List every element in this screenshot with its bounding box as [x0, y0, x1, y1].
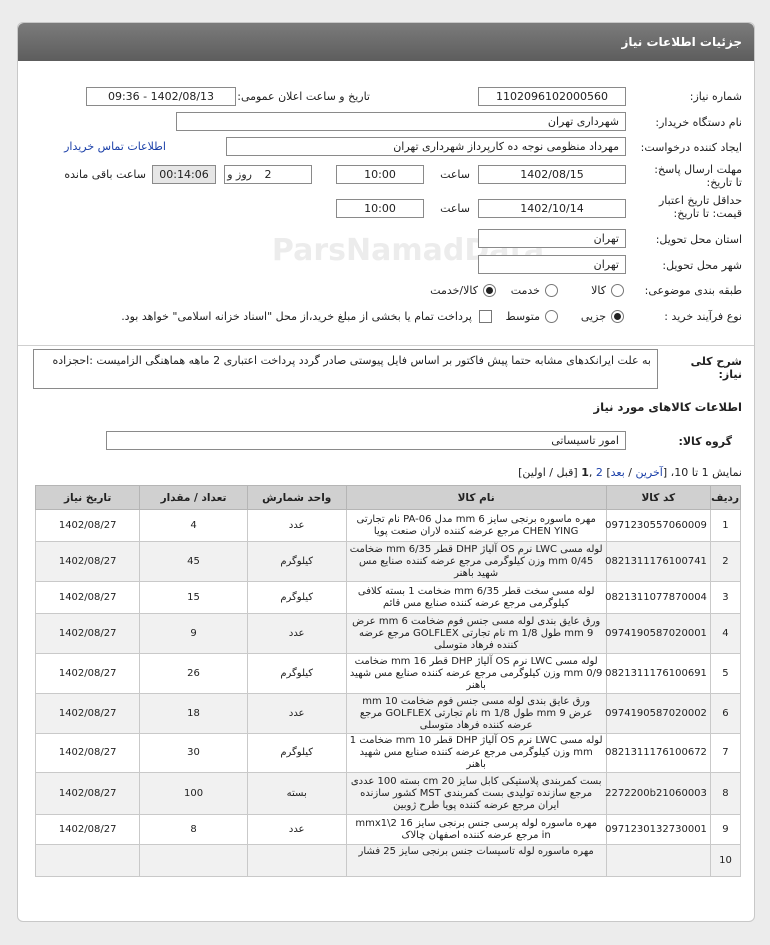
paging-next-link[interactable]: بعد [610, 466, 625, 479]
purchase-option-medium: متوسط [505, 310, 540, 323]
table-row[interactable] [36, 734, 741, 773]
cell-code: 0821311176100741 [606, 542, 710, 582]
category-option-goods-service: کالا/خدمت [430, 284, 478, 297]
purchase-type-label: نوع فرآیند خرید : [664, 310, 742, 323]
table-row[interactable] [36, 773, 741, 815]
paging-prev-first: [قبل / اولین] [518, 466, 578, 479]
cell-date: 1402/08/27 [36, 510, 140, 542]
cell-row: 7 [710, 734, 740, 773]
cell-qty: 4 [140, 510, 247, 542]
treasury-payment-text: پرداخت تمام یا بخشی از مبلغ خرید،از محل "اسناد خزانه اسلامی" خواهد بود. [121, 310, 472, 323]
cell-unit: کیلوگرم [247, 734, 346, 773]
days-label: روز و [227, 168, 252, 181]
cell-qty [140, 845, 247, 877]
cell-code: 0821311176100691 [606, 654, 710, 694]
category-option-service: خدمت [510, 284, 540, 297]
cell-qty: 18 [140, 694, 247, 734]
cell-qty: 15 [140, 582, 247, 614]
cell-qty: 100 [140, 773, 247, 815]
cell-date: 1402/08/27 [36, 614, 140, 654]
paging-range: نمایش 1 تا 10، [670, 466, 742, 479]
paging-page-2[interactable]: 2 [595, 466, 603, 479]
cell-name: بست کمربندی پلاستیکی کابل سایز 20 cm بسته 100 عددی مرجع سازنده تولیدی بست کمربندی MST کشور سازنده ایران مرجع عرضه کننده پویا طرح ژوبین [346, 773, 606, 815]
col-header-unit: واحد شمارش [247, 486, 346, 510]
cell-qty: 45 [140, 542, 247, 582]
cell-unit: عدد [247, 510, 346, 542]
cell-qty: 26 [140, 654, 247, 694]
cell-unit: عدد [247, 614, 346, 654]
paging-last-link[interactable]: آخرین [635, 466, 663, 479]
panel-title: جزئیات اطلاعات نیاز [18, 23, 754, 61]
city-label: شهر محل تحویل: [662, 259, 742, 272]
cell-date: 1402/08/27 [36, 654, 140, 694]
cell-unit: بسته [247, 773, 346, 815]
cell-code: 0821311077870004 [606, 582, 710, 614]
table-row[interactable] [36, 654, 741, 694]
cell-qty: 9 [140, 614, 247, 654]
remaining-label: ساعت باقی مانده [64, 168, 146, 181]
days-field: 2 [224, 165, 312, 184]
goods-group-label: گروه کالا: [678, 435, 732, 448]
need-number-field: 1102096102000560 [478, 87, 626, 106]
announce-field: 1402/08/13 - 09:36 [86, 87, 236, 106]
cell-date: 1402/08/27 [36, 815, 140, 845]
description-text: به علت ایرانکدهای مشابه حتما پیش فاکتور بر اساس فایل پیوستی صادر گردد پرداخت اعتباری 2 ماهه هماهنگی الزامیست :احجزاده [33, 349, 658, 389]
cell-name: ورق عایق بندی لوله مسی جنس فوم ضخامت 10 mm عرض 9 mm طول 1/8 m نام تجارتی GOLFLEX مرجع عرضه کننده فرهاد متوسلی [346, 694, 606, 734]
cell-unit: کیلوگرم [247, 582, 346, 614]
deadline-time-field: 10:00 [336, 165, 424, 184]
city-field: تهران [478, 255, 626, 274]
remaining-time-field: 00:14:06 [152, 165, 216, 184]
cell-unit: عدد [247, 694, 346, 734]
cell-name: ورق عایق بندی لوله مسی جنس فوم ضخامت 6 mm عرض 9 mm طول 1/8 m نام تجارتی GOLFLEX مرجع عرضه کننده فرهاد متوسلی [346, 614, 606, 654]
cell-name: لوله مسی LWC نرم OS آلیاژ DHP قطر 16 mm ضخامت 0/9 mm وزن کیلوگرمی مرجع عرضه کننده صنایع مس شهید باهنر [346, 654, 606, 694]
cell-date: 1402/08/27 [36, 773, 140, 815]
cell-unit: عدد [247, 815, 346, 845]
table-row[interactable] [36, 815, 741, 845]
col-header-date: تاریخ نیاز [36, 486, 140, 510]
cell-qty: 8 [140, 815, 247, 845]
buyer-contact-link[interactable]: اطلاعات تماس خریدار [64, 140, 166, 153]
table-row[interactable] [36, 582, 741, 614]
cell-date: 1402/08/27 [36, 542, 140, 582]
cell-date [36, 845, 140, 877]
description-label: شرح کلی نیاز: [690, 355, 742, 381]
cell-code: 0974190587020002 [606, 694, 710, 734]
cell-row: 10 [710, 845, 740, 877]
cell-qty: 30 [140, 734, 247, 773]
cell-row: 5 [710, 654, 740, 694]
col-header-row: ردیف [710, 486, 740, 510]
table-row[interactable] [36, 510, 741, 542]
validity-label: حداقل تاریخ اعتبار قیمت: تا تاریخ: [658, 194, 742, 220]
cell-name: لوله مسی LWC نرم OS آلیاژ DHP قطر 10 mm ضخامت 1 mm وزن کیلوگرمی مرجع عرضه کننده صنایع مس شهید باهنر [346, 734, 606, 773]
cell-row: 6 [710, 694, 740, 734]
validity-date-field: 1402/10/14 [478, 199, 626, 218]
watermark-logo: ParsNamadData [271, 233, 545, 268]
goods-table-header [36, 486, 741, 510]
category-radio-goods-service[interactable] [483, 284, 496, 297]
creator-label: ایجاد کننده درخواست: [640, 141, 742, 154]
category-option-goods: کالا [591, 284, 606, 297]
cell-row: 4 [710, 614, 740, 654]
buyer-field: شهرداری تهران [176, 112, 626, 131]
cell-row: 9 [710, 815, 740, 845]
goods-group-field: امور تاسیساتی [106, 431, 626, 450]
cell-name: لوله مسی LWC نرم OS آلیاژ DHP قطر 6/35 mm ضخامت 0/45 mm وزن کیلوگرمی مرجع عرضه کننده صنایع مس شهید باهنر [346, 542, 606, 582]
table-row[interactable] [36, 694, 741, 734]
cell-unit: کیلوگرم [247, 654, 346, 694]
cell-unit [247, 845, 346, 877]
purchase-option-minor: جزیی [580, 310, 606, 323]
buyer-label: نام دستگاه خریدار: [655, 116, 742, 129]
cell-code: 0971230132730001 [606, 815, 710, 845]
goods-table [35, 485, 741, 877]
cell-unit: کیلوگرم [247, 542, 346, 582]
validity-time-field: 10:00 [336, 199, 424, 218]
goods-section-title: اطلاعات کالاهای مورد نیاز [593, 400, 742, 414]
cell-code: 0821311176100672 [606, 734, 710, 773]
cell-code: 0974190587020001 [606, 614, 710, 654]
cell-row: 1 [710, 510, 740, 542]
province-label: استان محل تحویل: [655, 233, 742, 246]
purchase-radio-medium[interactable] [545, 310, 558, 323]
col-header-code: کد کالا [606, 486, 710, 510]
cell-date: 1402/08/27 [36, 734, 140, 773]
category-label: طبقه بندی موضوعی: [644, 284, 742, 297]
deadline-date-field: 1402/08/15 [478, 165, 626, 184]
cell-date: 1402/08/27 [36, 694, 140, 734]
cell-name: مهره ماسوره لوله تاسیسات جنس برنجی سایز 25 فشار [346, 845, 606, 877]
cell-row: 3 [710, 582, 740, 614]
col-header-name: نام کالا [346, 486, 606, 510]
creator-field: مهرداد منظومی نوجه ده کارپرداز شهرداری تهران [226, 137, 626, 156]
cell-name: مهره ماسوره برنجی سایز 6 mm مدل PA-06 نام تجارتی CHEN YING مرجع عرضه کننده لاران صنعت پویا [346, 510, 606, 542]
table-row[interactable] [36, 845, 741, 877]
deadline-label: مهلت ارسال پاسخ: تا تاریخ: [654, 163, 742, 189]
announce-label: تاریخ و ساعت اعلان عمومی: [237, 90, 370, 103]
province-field: تهران [478, 229, 626, 248]
cell-date: 1402/08/27 [36, 582, 140, 614]
cell-name: لوله مسی سخت قطر 6/35 mm ضخامت 1 بسته کلافی کیلوگرمی مرجع عرضه کننده صنایع مس قائم [346, 582, 606, 614]
paging-page-1: 1 [581, 466, 589, 479]
category-radio-service[interactable] [545, 284, 558, 297]
cell-code [606, 845, 710, 877]
cell-row: 8 [710, 773, 740, 815]
category-radio-goods[interactable] [611, 284, 624, 297]
cell-code: 0971230557060009 [606, 510, 710, 542]
details-panel [17, 22, 755, 922]
table-row[interactable] [36, 614, 741, 654]
paging-bar: نمایش 1 تا 10، [آخرین / بعد] 2 ,1 [قبل / اولین] [518, 466, 742, 479]
cell-name: مهره ماسوره لوله پرسی جنس برنجی سایز 16 mmx1\2 in مرجع عرضه کننده اصفهان چالاک [346, 815, 606, 845]
table-row[interactable] [36, 542, 741, 582]
need-number-label: شماره نیاز: [689, 90, 742, 103]
cell-row: 2 [710, 542, 740, 582]
purchase-radio-minor[interactable] [611, 310, 624, 323]
deadline-time-label: ساعت [440, 168, 470, 181]
treasury-checkbox[interactable] [479, 310, 492, 323]
validity-time-label: ساعت [440, 202, 470, 215]
col-header-qty: تعداد / مقدار [140, 486, 247, 510]
cell-code: 2272200b21060003 [606, 773, 710, 815]
